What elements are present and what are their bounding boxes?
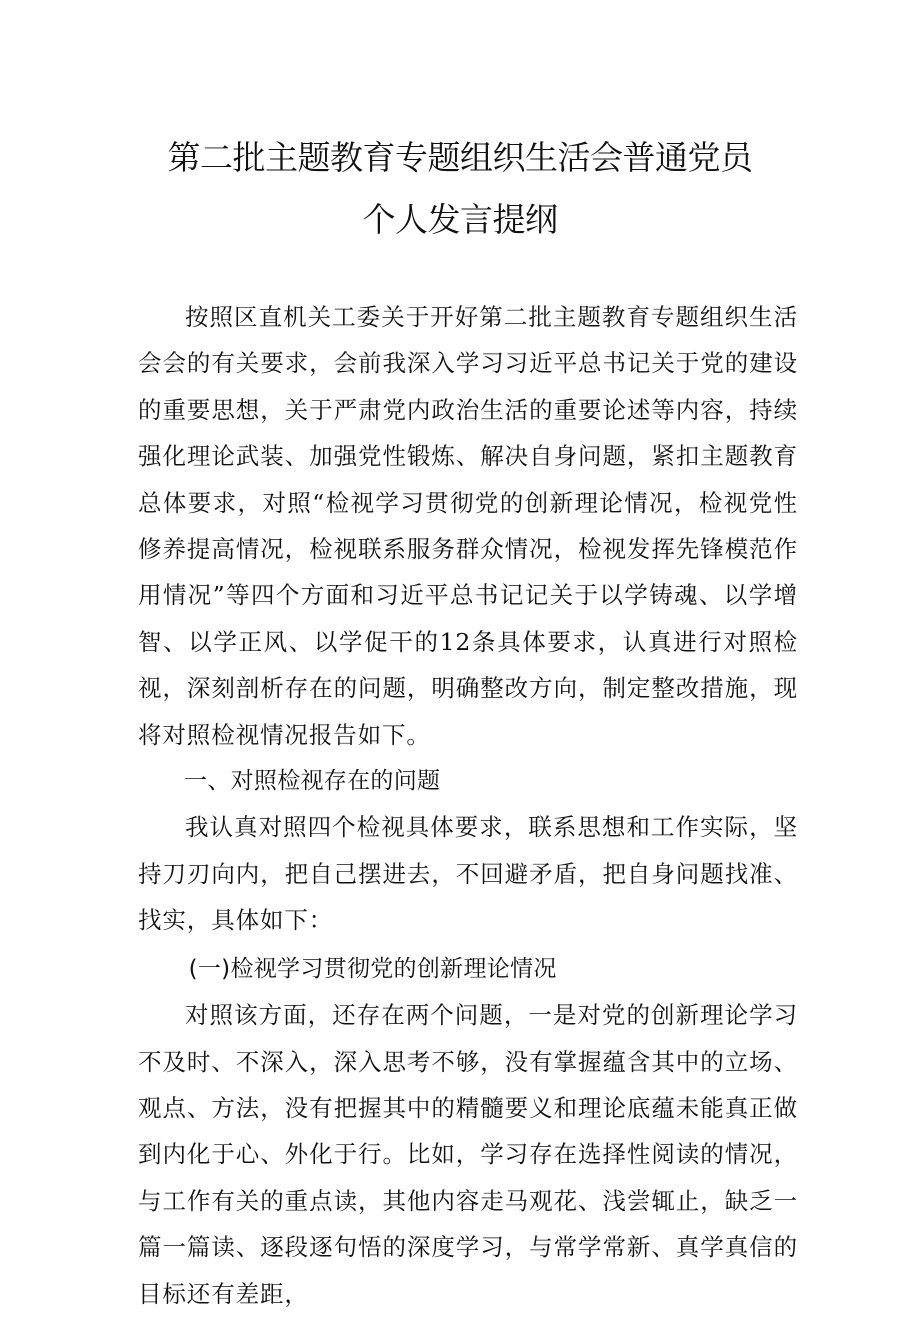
section-heading-1: 一、对照检视存在的问题	[184, 768, 441, 795]
document-title-line-2: 个人发言提纲	[362, 200, 558, 239]
subsection-paragraph-1: 对照该方面，还存在两个问题，一是对党的创新理论学习不及时、不深入，深入思考不够，没有掌握蕴含其中的立场、观点、方法，没有把握其中的精髓要义和理论底蕴未能真正做到内化于心、外化于行。比如，学习存在选择性阅读的情况，与工作有关的重点读，其他内容走马观花、浅尝辄止，缺乏一篇一篇读、逐段逐句悟的深度学习，与常学常新、真学真信的目标还有差距，	[138, 1001, 798, 1308]
document-body	[138, 294, 798, 1317]
document-title-line-1: 第二批主题教育专题组织生活会普通党员	[167, 138, 753, 177]
intro-paragraph: 按照区直机关工委关于开好第二批主题教育专题组织生活会会的有关要求，会前我深入学习习近平总书记关于党的建设的重要思想，关于严肃党内政治生活的重要论述等内容，持续强化理论武装、加强党性锻炼、解决自身问题，紧扣主题教育总体要求，对照“检视学习贯彻党的创新理论情况，检视党性修养提高情况，检视联系服务群众情况，检视发挥先锋模范作用情况”等四个方面和习近平总书记记关于以学铸魂、以学增智、以学正风、以学促干的12条具体要求，认真进行对照检视，深刻剖析存在的问题，明确整改方向，制定整改措施，现将对照检视情况报告如下。	[138, 303, 798, 749]
subsection-heading-1: (一)检视学习贯彻党的创新理论情况	[188, 955, 557, 982]
section-paragraph-1: 我认真对照四个检视具体要求，联系思想和工作实际，坚持刀刃向内，把自己摆进去，不回避矛盾，把自身问题找准、找实，具体如下：	[138, 813, 798, 935]
